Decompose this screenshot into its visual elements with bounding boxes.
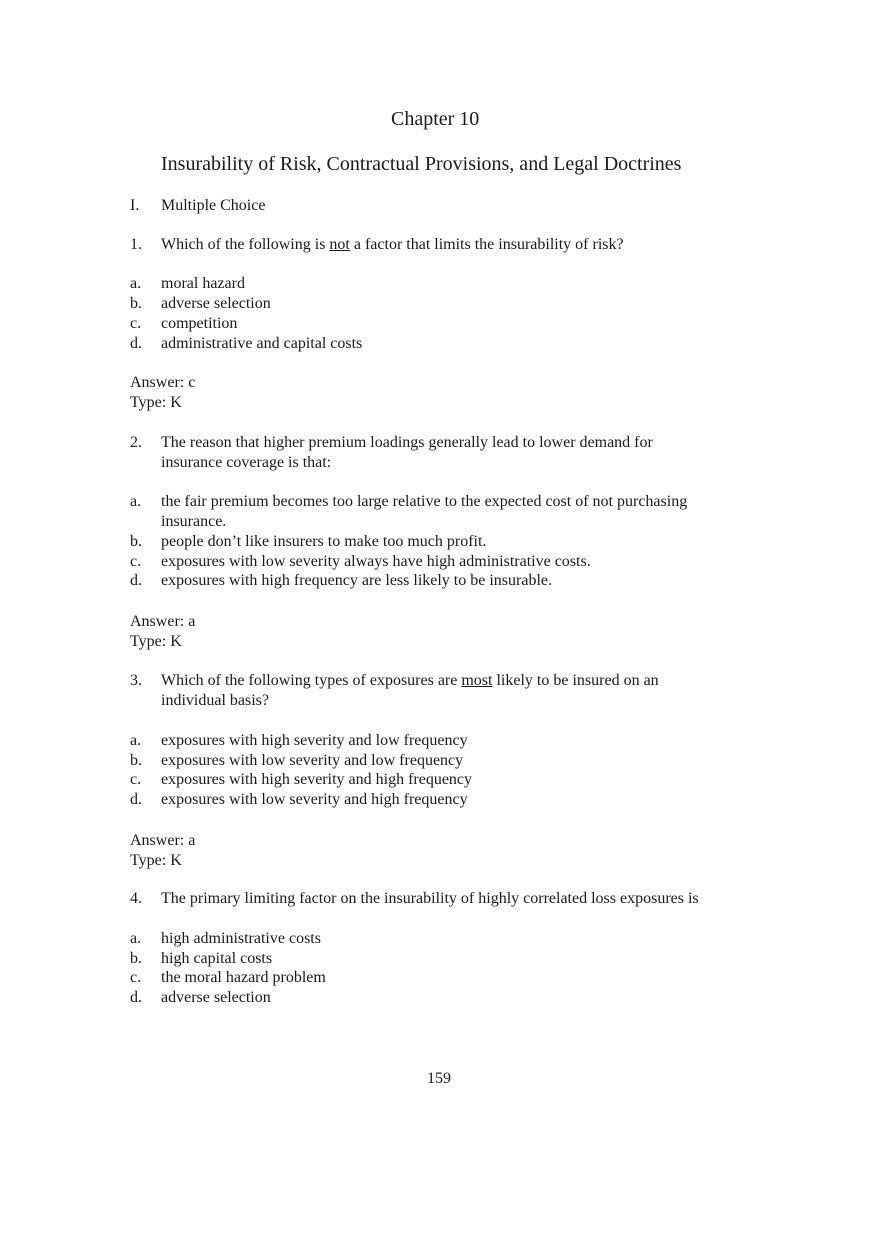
option: c. exposures with low severity always have high administrative costs. [130, 553, 591, 570]
question-text: The reason that higher premium loadings generally lead to lower demand for [161, 434, 653, 451]
option: a. the fair premium becomes too large relative to the expected cost of not purchasing [130, 493, 688, 510]
question-stem [0, 671, 880, 691]
question-text: The primary limiting factor on the insurability of highly correlated loss exposures is [161, 890, 699, 907]
question-stem-continuation: individual basis? [161, 692, 269, 709]
option: a. moral hazard [130, 275, 245, 292]
question-stem [0, 889, 880, 909]
option: c. the moral hazard problem [130, 969, 326, 986]
section-title: Multiple Choice [161, 197, 266, 214]
type-line: Type: K [130, 633, 182, 650]
type-line: Type: K [130, 394, 182, 411]
option: d. administrative and capital costs [130, 335, 363, 352]
option: d. adverse selection [130, 989, 271, 1006]
option: d. exposures with high frequency are less likely to be insurable. [130, 572, 552, 589]
chapter-title: Chapter 10 [391, 108, 480, 130]
question-stem [0, 235, 880, 255]
emphasis-underline: not [329, 236, 350, 253]
option: b. people don’t like insurers to make too much profit. [130, 533, 487, 550]
option: d. exposures with low severity and high frequency [130, 791, 468, 808]
page-number: 159 [427, 1070, 451, 1087]
section-number: I. [130, 197, 140, 214]
type-line: Type: K [130, 852, 182, 869]
answer-line: Answer: c [130, 374, 196, 391]
question-number: 1. [130, 236, 142, 253]
emphasis-underline: most [461, 672, 493, 689]
answer-line: Answer: a [130, 832, 196, 849]
question-number: 2. [130, 434, 142, 451]
option: c. competition [130, 315, 238, 332]
option-continuation: insurance. [161, 513, 227, 530]
option: a. high administrative costs [130, 930, 321, 947]
chapter-subtitle: Insurability of Risk, Contractual Provisions, and Legal Doctrines [161, 153, 682, 175]
question-number: 3. [130, 672, 142, 689]
option: b. adverse selection [130, 295, 271, 312]
question-stem [0, 433, 880, 453]
answer-line: Answer: a [130, 613, 196, 630]
option: b. high capital costs [130, 950, 273, 967]
question-stem-continuation: insurance coverage is that: [161, 454, 332, 471]
question-text: Which of the following types of exposures are most likely to be insured on an [161, 672, 659, 689]
question-number: 4. [130, 890, 142, 907]
option: a. exposures with high severity and low frequency [130, 732, 468, 749]
option: c. exposures with high severity and high frequency [130, 771, 473, 788]
section-heading [0, 196, 880, 216]
option: b. exposures with low severity and low frequency [130, 752, 464, 769]
question-text: Which of the following is not a factor that limits the insurability of risk? [161, 236, 624, 253]
